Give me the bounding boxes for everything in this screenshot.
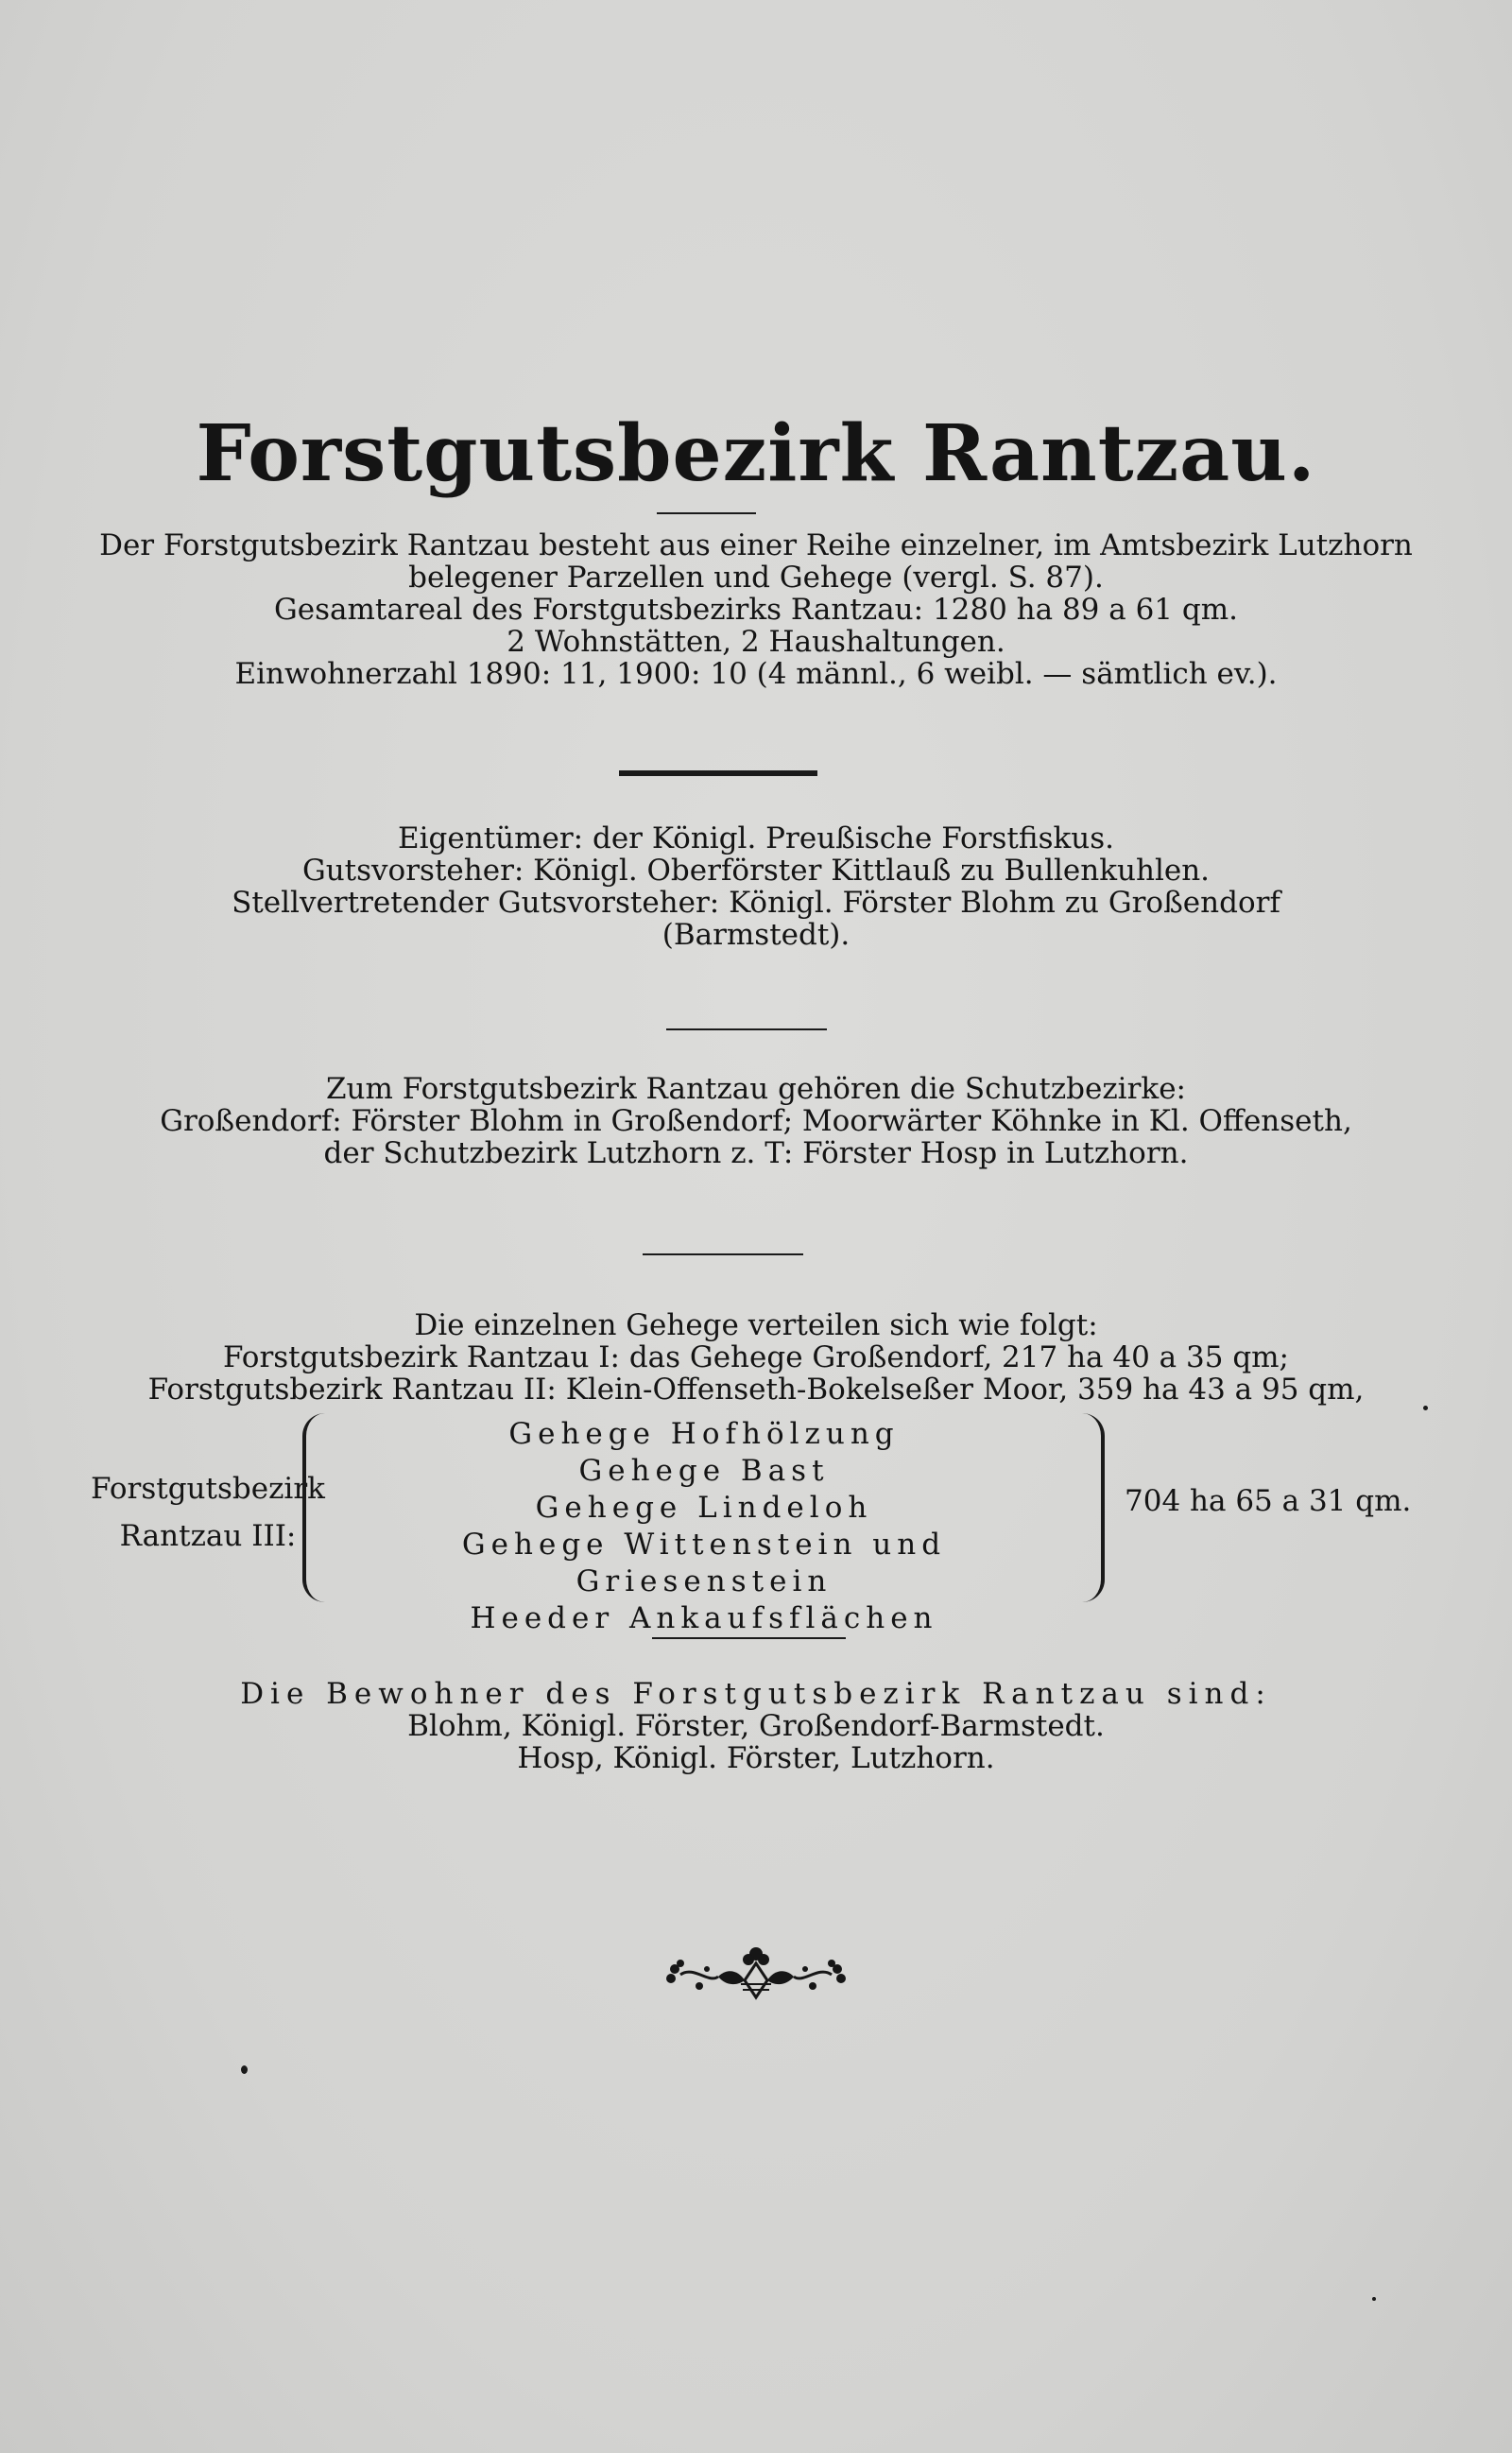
divider-short-1	[657, 512, 756, 514]
owners-section	[0, 822, 1512, 951]
divider-thick	[619, 770, 817, 776]
gehege-item: Gehege Hofhölzung	[508, 1417, 900, 1451]
divider-short-2	[666, 1028, 827, 1030]
bewohner-line: Blohm, Königl. Förster, Großendorf-Barmstedt.	[407, 1709, 1105, 1743]
speck	[1372, 2297, 1376, 2301]
intro-section	[0, 529, 1512, 690]
intro-line: belegener Parzellen und Gehege (vergl. S. 87).	[408, 561, 1104, 595]
group-total-area: 704 ha 65 a 31 qm.	[1125, 1484, 1412, 1518]
bewohner-section	[0, 1678, 1512, 1774]
gehege-item: Gehege Lindeloh	[535, 1491, 873, 1525]
gehege-list	[331, 1416, 1077, 1637]
left-brace-icon	[302, 1413, 325, 1602]
intro-line: Der Forstgutsbezirk Rantzau besteht aus einer Reihe einzelner, im Amtsbezirk Lutzhorn	[99, 528, 1413, 562]
group-label-line: Forstgutsbezirk	[91, 1472, 325, 1506]
right-brace-icon	[1082, 1413, 1105, 1602]
schutzbezirke-section	[0, 1073, 1512, 1169]
gehege-section	[0, 1309, 1512, 1406]
schutzbezirk-line: Zum Forstgutsbezirk Rantzau gehören die Schutzbezirke:	[326, 1072, 1186, 1106]
owner-line: Eigentümer: der Königl. Preußische Forstfiskus.	[398, 821, 1114, 855]
intro-line: Gesamtareal des Forstgutsbezirks Rantzau: 1280 ha 89 a 61 qm.	[274, 593, 1238, 627]
gehege-item: Heeder Ankaufsflächen	[470, 1601, 938, 1635]
page-title: Forstgutsbezirk Rantzau.	[196, 408, 1316, 499]
gehege-item: Gehege Bast	[578, 1454, 830, 1488]
divider-short-4	[652, 1637, 846, 1639]
gehege-line: Forstgutsbezirk Rantzau II: Klein-Offenseth-Bokelseßer Moor, 359 ha 43 a 95 qm,	[147, 1373, 1365, 1407]
group-label-line: Rantzau III:	[119, 1519, 297, 1553]
owner-line: Gutsvorsteher: Königl. Oberförster Kittlauß zu Bullenkuhlen.	[301, 854, 1211, 888]
gehege-item: Gehege Wittenstein und Griesenstein	[461, 1528, 947, 1598]
speck	[241, 2065, 248, 2074]
owner-line: Stellvertretender Gutsvorsteher: Königl. Förster Blohm zu Großendorf	[232, 886, 1280, 920]
schutzbezirk-line: Großendorf: Förster Blohm in Großendorf; Moorwärter Köhnke in Kl. Offenseth,	[160, 1104, 1352, 1138]
owner-line: (Barmstedt).	[662, 918, 850, 952]
divider-short-3	[643, 1253, 803, 1255]
floral-vignette-icon	[662, 1943, 850, 2009]
intro-line: 2 Wohnstätten, 2 Haushaltungen.	[507, 625, 1005, 659]
speck	[1423, 1406, 1428, 1410]
schutzbezirk-line: der Schutzbezirk Lutzhorn z. T: Förster Hosp in Lutzhorn.	[323, 1136, 1189, 1170]
bewohner-line: Hosp, Königl. Förster, Lutzhorn.	[517, 1741, 995, 1775]
gehege-group-rantzau-iii	[57, 1408, 1455, 1635]
intro-line: Einwohnerzahl 1890: 11, 1900: 10 (4 männl., 6 weibl. — sämtlich ev.).	[234, 657, 1278, 691]
bewohner-heading: Die Bewohner des Forstgutsbezirk Rantzau sind:	[240, 1677, 1272, 1711]
gehege-line: Die einzelnen Gehege verteilen sich wie folgt:	[414, 1308, 1098, 1342]
gehege-line: Forstgutsbezirk Rantzau I: das Gehege Großendorf, 217 ha 40 a 35 qm;	[222, 1340, 1290, 1374]
